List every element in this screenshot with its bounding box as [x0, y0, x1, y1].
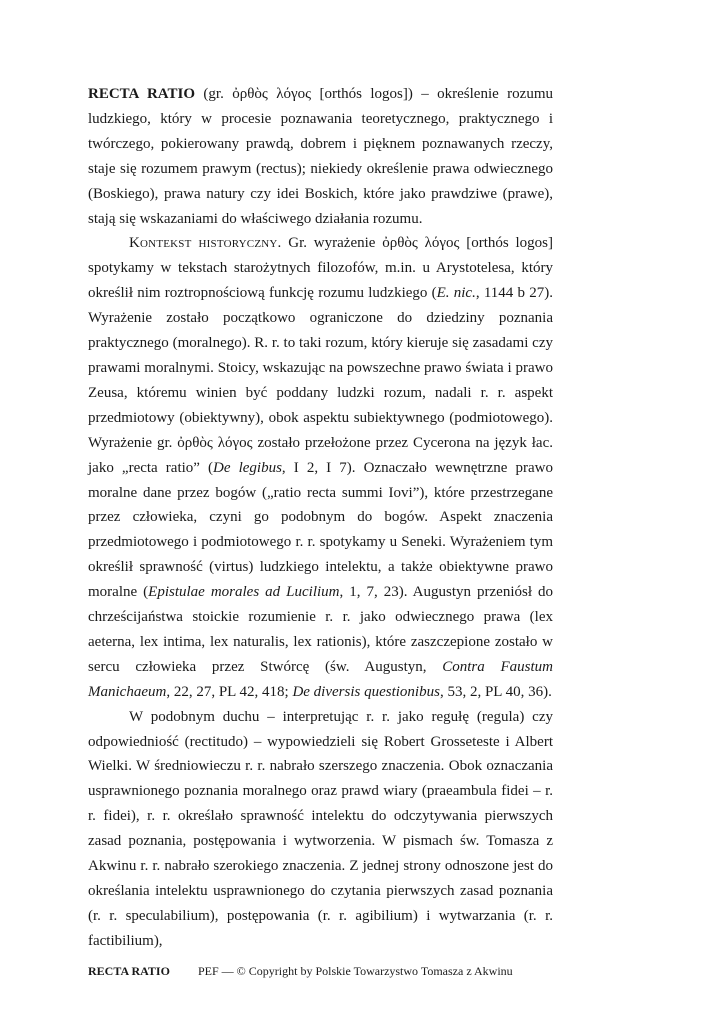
text-run: (gr. ὀρθὸς λόγος [orthós logos]) – określenie rozumu ludzkiego, który w procesie poznawania teoretycznego, praktycznego i twórczego, pokierowany prawdą, dobrem i pięknem poznawanych rzeczy, staje się rozumem prawym (rectus); niekiedy określenie prawa odwiecznego (Boskiego), prawa natury czy idei Boskich, które jako prawdziwe (prawe), stają się wskazaniami do właściwego działania rozumu. [88, 86, 553, 227]
text-run: Epistulae morales ad Lucilium [148, 584, 340, 601]
text-run: , 22, 27, PL 42, 418; [166, 683, 293, 700]
text-run: , I 2, I 7). Oznaczało wewnętrzne prawo moralne dane przez bogów („ratio recta summi Iovi”), które przestrzegane przez człowieka, czyni go podobnym do bogów. Aspekt znaczenia przedmiotowego i podmiotowego r. r. spotykamy u Seneki. Wyrażeniem tym określił sprawność (virtus) ludzkiego intelektu, a także obiektywne prawo moralne ( [88, 459, 553, 601]
text-run: Contra Faustum Manichaeum [88, 658, 553, 700]
text-run: , 1144 b 27). Wyrażenie zostało początkowo ograniczone do dziedziny poznania praktycznego (moralnego). R. r. to taki rozum, który kieruje się zasadami czy prawami moralnymi. Stoicy, wskazując na powszechne prawo świata i prawo Zeusa, któremu winien być poddany ludzki rozum, nadali r. r. aspekt przedmiotowy (obiektywny), obok aspektu subiektywnego (podmiotowego). Wyrażenie gr. ὀρθὸς λόγος zostało przełożone przez Cycerona na język łac. jako „recta ratio” ( [88, 285, 553, 476]
footer-title: RECTA RATIO [88, 964, 170, 978]
text-run: E. nic. [436, 285, 476, 302]
intro-paragraph [88, 82, 553, 231]
text-run: , 53, 2, PL 40, 36). [439, 683, 552, 700]
footer-copyright: PEF — © Copyright by Polskie Towarzystwo Tomasza z Akwinu [198, 964, 513, 978]
text-run: Kontekst historyczny. [129, 235, 282, 252]
text-run: W podobnym duchu – interpretując r. r. jako regułę (regula) czy odpowiedniość (rectitudo) – wypowiedzieli się Robert Grosseteste i Albert Wielki. W średniowieczu r. r. nabrało szerszego znaczenia. Obok oznaczania usprawnionego poznania moralnego oraz prawd wiary (praeambula fidei – r. r. fidei), r. r. określało sprawność intelektu do odczytywania pierwszych zasad poznania, postępowania i wytworzenia. W pismach św. Tomasza z Akwinu r. r. nabrało szerokiego znaczenia. Z jednej strony odnoszone jest do określania intelektu usprawnionego do czytania pierwszych zasad poznania (r. r. speculabilium), postępowania (r. r. agibilium) i wytwarzania (r. r. factibilium), [88, 708, 553, 949]
text-run: De legibus [213, 459, 282, 476]
text-run: De diversis questionibus [292, 683, 440, 700]
text-run: , 1, 7, 23). Augustyn przeniósł do chrześcijaństwa stoickie rozumienie r. r. jako odwiecznego prawa (lex aeterna, lex intima, lex naturalis, lex rationis), które zaszczepione zostało w sercu człowieka przez Stwórcę (św. Augustyn, [88, 584, 554, 675]
text-run: Gr. wyrażenie ὀρθὸς λόγος [orthós logos] spotykamy w tekstach starożytnych filozofów, m.in. u Arystotelesa, który określił nim roztropnościową funkcję rozumu ludzkiego ( [88, 235, 553, 302]
text-run: RECTA RATIO [88, 86, 196, 102]
historical-context-paragraph [88, 231, 553, 704]
medieval-paragraph [88, 705, 553, 954]
page-footer [88, 963, 568, 979]
entry-body [88, 82, 553, 954]
